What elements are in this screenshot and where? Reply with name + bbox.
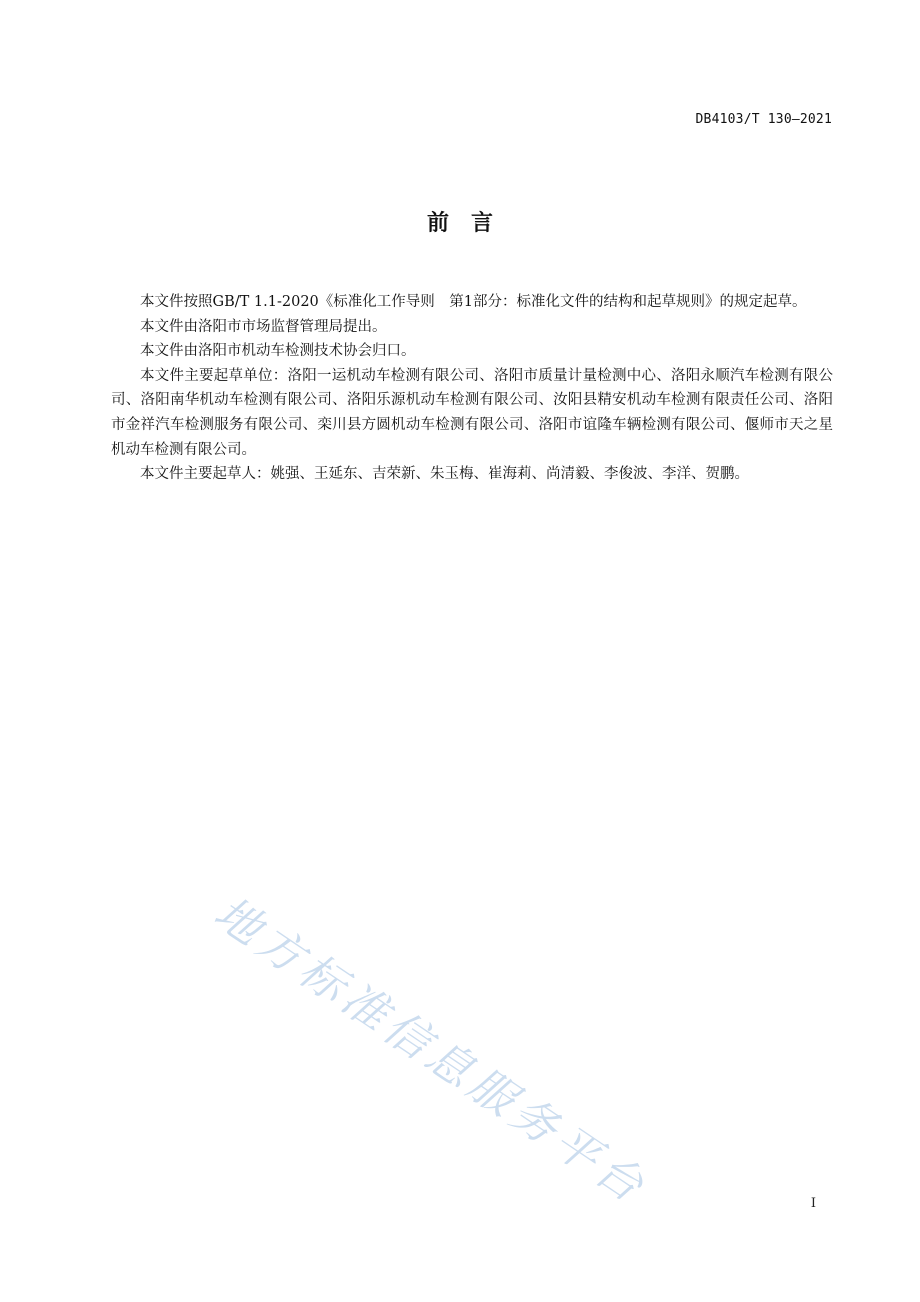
paragraph-drafters: 本文件主要起草人：姚强、王延东、吉荣新、朱玉梅、崔海莉、尚清毅、李俊波、李洋、贺鹏。 (140, 466, 749, 483)
document-code: DB4103/T 130—2021 (695, 112, 832, 127)
page-number: I (810, 1196, 816, 1211)
page-title: 前言 (426, 211, 515, 236)
paragraph-drafting-rules: 本文件按照GB/T 1.1-2020《标准化工作导则 第1部分：标准化文件的结构和起草规则》的规定起草。 (140, 294, 807, 310)
foreword-body (111, 290, 833, 487)
paragraph-administrator: 本文件由洛阳市机动车检测技术协会归口。 (140, 343, 416, 360)
paragraph-drafting-units: 本文件主要起草单位：洛阳一运机动车检测有限公司、洛阳市质量计量检测中心、洛阳永顺汽车检测有限公司、洛阳南华机动车检测有限公司、洛阳乐源机动车检测有限公司、汝阳县精安机动车检测有限责任公司、洛阳市金祥汽车检测服务有限公司、栾川县方圆机动车检测有限公司、洛阳市谊隆车辆检测有限公司、偃师市天之星机动车检测有限公司。 (111, 367, 833, 458)
paragraph-proposer: 本文件由洛阳市市场监督管理局提出。 (140, 318, 387, 335)
watermark: 地方标准信息服务平台 (204, 885, 658, 1215)
